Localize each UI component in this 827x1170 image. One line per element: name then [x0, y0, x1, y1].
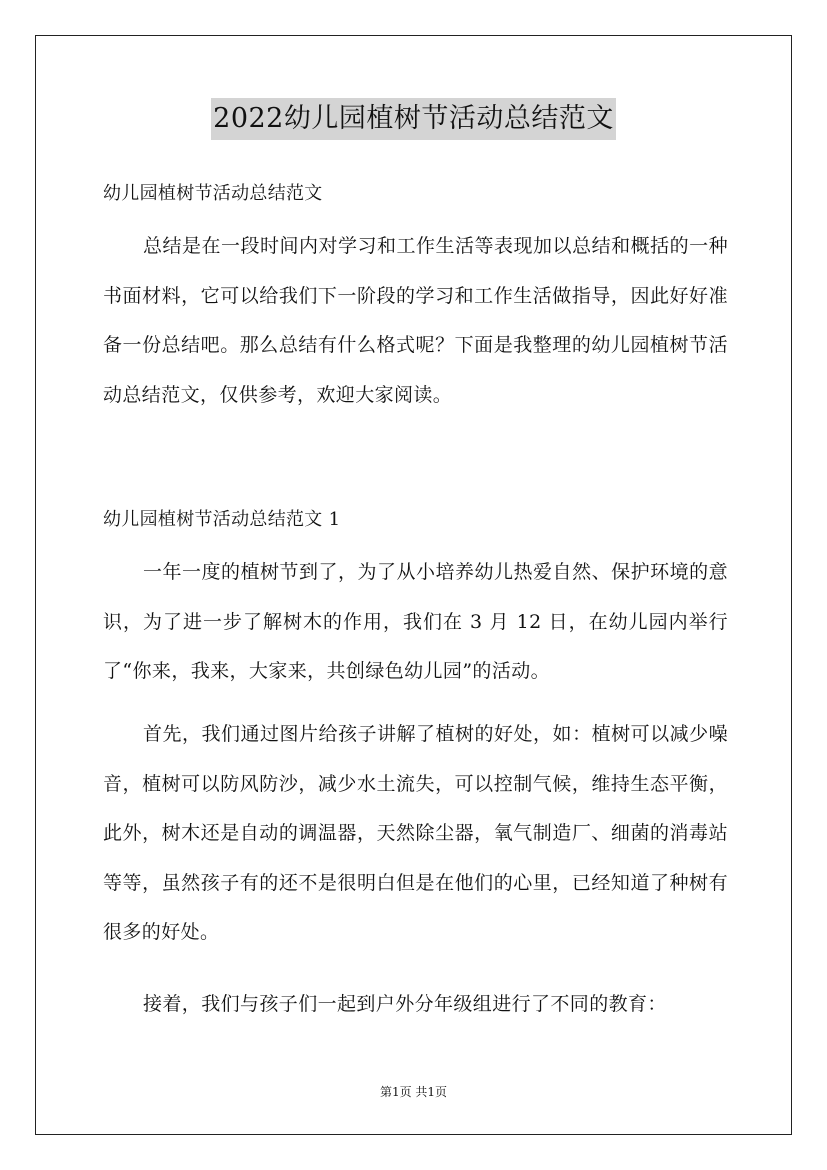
body-paragraph-2: 首先，我们通过图片给孩子讲解了植树的好处，如：植树可以减少噪音，植树可以防风防沙，减少水土流失，可以控制气候，维持生态平衡，此外，树木还是自动的调温器，天然除尘器，氧气制造厂、细菌的消毒站等等，虽然孩子有的还不是很明白但是在他们的心里，已经知道了种树有很多的好处。 — [103, 723, 728, 943]
title-container — [0, 98, 827, 140]
section-heading: 幼儿园植树节活动总结范文 1 — [103, 509, 341, 530]
document-subtitle: 幼儿园植树节活动总结范文 — [103, 183, 323, 204]
body-paragraph-1: 一年一度的植树节到了，为了从小培养幼儿热爱自然、保护环境的意识，为了进一步了解树木的作用，我们在 3 月 12 日，在幼儿园内举行了“你来，我来，大家来，共创绿色幼儿园”的活动。 — [103, 561, 728, 682]
page-footer: 第1页 共1页 — [379, 1085, 448, 1099]
body-paragraph-3: 接着，我们与孩子们一起到户外分年级组进行了不同的教育： — [143, 993, 667, 1015]
document-title: 2022幼儿园植树节活动总结范文 — [211, 98, 616, 140]
intro-paragraph: 总结是在一段时间内对学习和工作生活等表现加以总结和概括的一种书面材料，它可以给我们下一阶段的学习和工作生活做指导，因此好好准备一份总结吧。那么总结有什么格式呢？下面是我整理的幼儿园植树节活动总结范文，仅供参考，欢迎大家阅读。 — [103, 235, 728, 406]
